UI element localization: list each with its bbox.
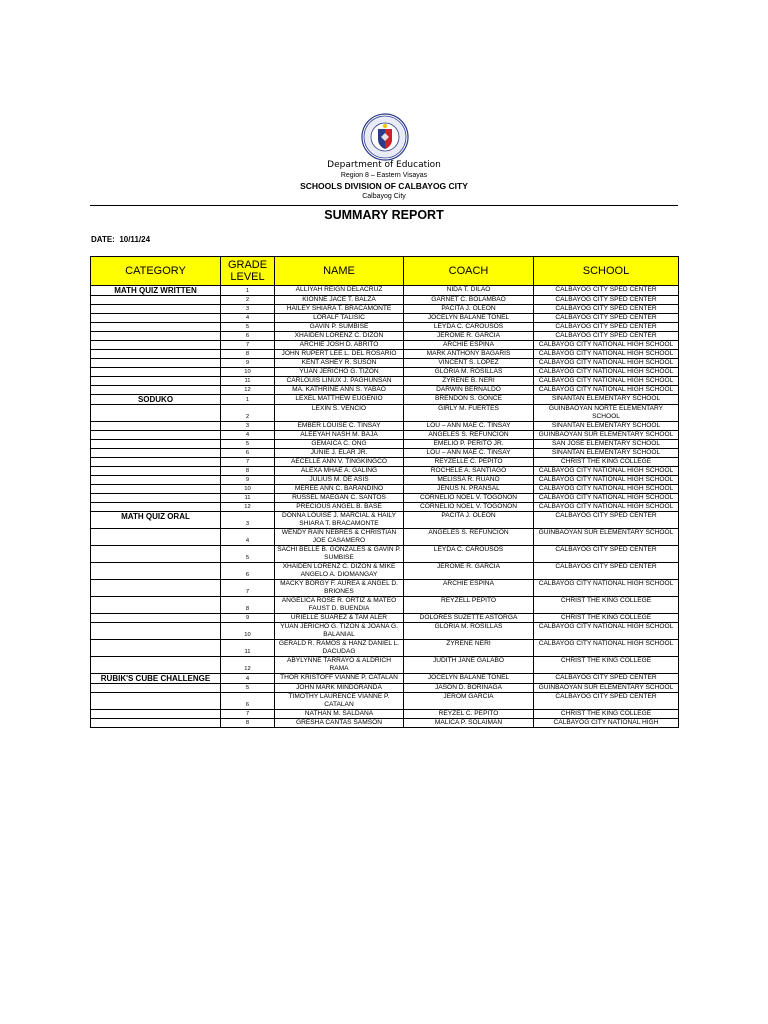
cell-category [91, 485, 221, 494]
table-row [91, 332, 679, 341]
cell-grade: 9 [221, 614, 275, 623]
cell-coach: REYZEL C. PEPITO [404, 710, 534, 719]
cell-coach: JEROM GARCIA [404, 693, 534, 710]
cell-category [91, 377, 221, 386]
table-row [91, 422, 679, 431]
cell-coach: GARNET C. BOLAMBAO [404, 296, 534, 305]
cell-grade: 2 [221, 405, 275, 422]
table-row [91, 597, 679, 614]
cell-name: JOHN RUPERT LEE L. DEL ROSARIO [275, 350, 404, 359]
cell-school: CALBAYOG CITY NATIONAL HIGH SCHOOL [534, 476, 679, 485]
table-row [91, 341, 679, 350]
cell-name: MEREE ANN C. BARANDINO [275, 485, 404, 494]
cell-category [91, 684, 221, 693]
cell-school: CALBAYOG CITY NATIONAL HIGH SCHOOL [534, 341, 679, 350]
cell-coach: DARWIN BERNALDO [404, 386, 534, 395]
header-name: NAME [275, 257, 404, 286]
cell-name: WENDY RAIN NEBRES & CHRISTIAN JOE CASAMERO [275, 529, 404, 546]
table-row [91, 377, 679, 386]
cell-grade: 8 [221, 350, 275, 359]
cell-name: MACKY BORGY F. AUREA & ANGEL D. BRIONES [275, 580, 404, 597]
cell-category [91, 719, 221, 728]
cell-name: MA. KATHRINE ANN S. YABAO [275, 386, 404, 395]
table-row [91, 494, 679, 503]
cell-school: GUINBAOYAN NORTE ELEMENTARY SCHOOL [534, 405, 679, 422]
date-value: 10/11/24 [119, 235, 151, 244]
cell-coach: LEYDA C. CAROUSOS [404, 546, 534, 563]
cell-school: CALBAYOG CITY NATIONAL HIGH SCHOOL [534, 494, 679, 503]
header-school: SCHOOL [534, 257, 679, 286]
cell-name: ARCHIE JOSH D. ABRITO [275, 341, 404, 350]
cell-category [91, 710, 221, 719]
cell-coach: JUDITH JANE GALABO [404, 657, 534, 674]
cell-name: NATHAN M. SALDANA [275, 710, 404, 719]
header-grade-level: GRADE LEVEL [221, 257, 275, 286]
cell-name: PRECIOUS ANGEL B. BASE [275, 503, 404, 512]
cell-school: CALBAYOG CITY NATIONAL HIGH SCHOOL [534, 623, 679, 640]
cell-school: CALBAYOG CITY NATIONAL HIGH SCHOOL [534, 640, 679, 657]
cell-name: SACHI BELLE B. GONZALES & GAVIN P. SUMBISE [275, 546, 404, 563]
cell-category [91, 332, 221, 341]
table-row [91, 710, 679, 719]
table-row [91, 684, 679, 693]
cell-grade: 5 [221, 684, 275, 693]
cell-school: GUINBAOYAN SUR ELEMENTARY SCHOOL [534, 529, 679, 546]
deped-seal-logo [361, 113, 409, 161]
table-row [91, 693, 679, 710]
cell-name: JUNIE J. ELAR JR. [275, 449, 404, 458]
cell-name: GEMAICA C. ONG [275, 440, 404, 449]
cell-name: HAILEY SHIARA T. BRACAMONTE [275, 305, 404, 314]
cell-coach: JENUS N. PRANSAL [404, 485, 534, 494]
cell-grade: 8 [221, 719, 275, 728]
city-name: Calbayog City [362, 193, 406, 200]
cell-name: JULIUS M. DE ASIS [275, 476, 404, 485]
cell-coach: JASON D. BORINAGA [404, 684, 534, 693]
cell-category [91, 467, 221, 476]
table-row [91, 503, 679, 512]
cell-category [91, 580, 221, 597]
cell-school: CALBAYOG CITY NATIONAL HIGH SCHOOL [534, 467, 679, 476]
table-row [91, 405, 679, 422]
cell-school: CHRIST THE KING COLLEGE [534, 614, 679, 623]
cell-category [91, 563, 221, 580]
cell-category [91, 323, 221, 332]
cell-category [91, 368, 221, 377]
report-title: SUMMARY REPORT [324, 208, 444, 222]
cell-school: CHRIST THE KING COLLEGE [534, 710, 679, 719]
cell-category: MATH QUIZ WRITTEN [91, 286, 221, 296]
cell-grade: 6 [221, 563, 275, 580]
cell-coach: ROCHELE A. SANTIAGO [404, 467, 534, 476]
cell-name: GRESHA CANTAS SAMSON [275, 719, 404, 728]
table-row [91, 623, 679, 640]
cell-category [91, 597, 221, 614]
department-name: Department of Education [327, 160, 441, 170]
cell-name: KENT ASHEY R. SUSON [275, 359, 404, 368]
date-label: DATE: [91, 235, 115, 244]
cell-school: CALBAYOG CITY NATIONAL HIGH SCHOOL [534, 350, 679, 359]
cell-school: CALBAYOG CITY NATIONAL HIGH [534, 719, 679, 728]
cell-name: KIONNE JACE T. BALZA [275, 296, 404, 305]
cell-grade: 7 [221, 458, 275, 467]
cell-school: CALBAYOG CITY NATIONAL HIGH SCHOOL [534, 386, 679, 395]
cell-coach: MALICA P. SOLAIMAN [404, 719, 534, 728]
cell-category [91, 440, 221, 449]
cell-grade: 6 [221, 332, 275, 341]
cell-grade: 5 [221, 440, 275, 449]
cell-grade: 4 [221, 529, 275, 546]
cell-school: CALBAYOG CITY NATIONAL HIGH SCHOOL [534, 359, 679, 368]
cell-name: LORALF TALISIC [275, 314, 404, 323]
table-row [91, 458, 679, 467]
cell-category [91, 494, 221, 503]
cell-school: CALBAYOG CITY SPED CENTER [534, 546, 679, 563]
cell-category [91, 296, 221, 305]
table-row [91, 580, 679, 597]
cell-school: CALBAYOG CITY NATIONAL HIGH SCHOOL [534, 580, 679, 597]
cell-category [91, 640, 221, 657]
table-row [91, 485, 679, 494]
cell-name: ALLIYAH REIGN DELACRUZ [275, 286, 404, 296]
table-row [91, 286, 679, 296]
cell-name: XHAIDEN LORENZ C. DIZON [275, 332, 404, 341]
cell-name: THOR KRISTOFF VIANNE P. CATALAN [275, 674, 404, 684]
cell-grade: 4 [221, 674, 275, 684]
table-row [91, 614, 679, 623]
cell-grade: 1 [221, 286, 275, 296]
table-row [91, 449, 679, 458]
cell-grade: 10 [221, 485, 275, 494]
cell-name: LEXEL MATTHEW EUGENIO [275, 395, 404, 405]
cell-grade: 4 [221, 431, 275, 440]
cell-coach: JOCELYN BALANE TONEL [404, 314, 534, 323]
header-category: CATEGORY [91, 257, 221, 286]
cell-category [91, 623, 221, 640]
cell-name: CARLOUIS LINUX J. PAGHUNSAN [275, 377, 404, 386]
cell-coach: ZYRENE B. NERI [404, 377, 534, 386]
cell-category [91, 359, 221, 368]
cell-coach: ARCHIE ESPIÑA [404, 341, 534, 350]
cell-name: URIELLE SUAREZ & TAM ALER [275, 614, 404, 623]
cell-school: GUINBAOYAN SUR ELEMENTARY SCHOOL [534, 684, 679, 693]
cell-grade: 7 [221, 341, 275, 350]
cell-school: SINANTAN ELEMENTARY SCHOOL [534, 449, 679, 458]
cell-school: SINANTAN ELEMENTARY SCHOOL [534, 395, 679, 405]
cell-grade: 12 [221, 657, 275, 674]
table-row [91, 440, 679, 449]
cell-category [91, 341, 221, 350]
cell-coach: PACITA J. OLEON [404, 512, 534, 529]
cell-grade: 8 [221, 467, 275, 476]
cell-school: CHRIST THE KING COLLEGE [534, 458, 679, 467]
cell-category: MATH QUIZ ORAL [91, 512, 221, 529]
table-row [91, 386, 679, 395]
cell-grade: 11 [221, 494, 275, 503]
table-header-row [91, 257, 679, 286]
cell-coach: GLORIA M. ROSILLAS [404, 368, 534, 377]
cell-category: RUBIK'S CUBE CHALLENGE [91, 674, 221, 684]
cell-name: YUAN JERICHO G. TIZON [275, 368, 404, 377]
cell-grade: 2 [221, 296, 275, 305]
cell-coach: DOLORES SUZETTE ASTORGA [404, 614, 534, 623]
cell-grade: 6 [221, 693, 275, 710]
cell-grade: 5 [221, 546, 275, 563]
cell-coach: VINCENT S. LOPEZ [404, 359, 534, 368]
cell-name: GERALD R. RAMOS & HANZ DANIEL L. DACUDAG [275, 640, 404, 657]
table-row [91, 467, 679, 476]
report-date [91, 235, 150, 244]
cell-category [91, 529, 221, 546]
cell-school: CHRIST THE KING COLLEGE [534, 597, 679, 614]
table-row [91, 529, 679, 546]
cell-name: JOHN MARK MINDORANDA [275, 684, 404, 693]
table-row [91, 395, 679, 405]
cell-name: ANGELICA ROSE R. ORTIZ & MATEO FAUST D. BUENDIA [275, 597, 404, 614]
cell-grade: 12 [221, 503, 275, 512]
cell-category: SODUKO [91, 395, 221, 405]
cell-coach: ANGELES S. REFUNCION [404, 529, 534, 546]
cell-category [91, 431, 221, 440]
table-row [91, 674, 679, 684]
cell-name: TIMOTHY LAURENCE VIANNE P. CATALAN [275, 693, 404, 710]
table-row [91, 719, 679, 728]
cell-coach: JOCELYN BALANE TONEL [404, 674, 534, 684]
cell-school: CALBAYOG CITY SPED CENTER [534, 314, 679, 323]
cell-grade: 8 [221, 597, 275, 614]
cell-grade: 3 [221, 422, 275, 431]
table-row [91, 546, 679, 563]
cell-category [91, 405, 221, 422]
cell-school: CALBAYOG CITY SPED CENTER [534, 512, 679, 529]
cell-coach: ZYRENE NERI [404, 640, 534, 657]
cell-coach: GLORIA M. ROSILLAS [404, 623, 534, 640]
cell-school: CALBAYOG CITY SPED CENTER [534, 296, 679, 305]
cell-category [91, 305, 221, 314]
cell-coach: MELISSA R. RUANO [404, 476, 534, 485]
cell-grade: 10 [221, 623, 275, 640]
table-row [91, 640, 679, 657]
cell-school: CALBAYOG CITY NATIONAL HIGH SCHOOL [534, 503, 679, 512]
region-name: Region 8 – Eastern Visayas [340, 172, 428, 179]
cell-coach: NIDA T. DILAO [404, 286, 534, 296]
cell-coach: BRENDON S. GONCE [404, 395, 534, 405]
cell-coach: LOU – ANN MAE C. TINSAY [404, 449, 534, 458]
table-row [91, 657, 679, 674]
cell-category [91, 546, 221, 563]
cell-grade: 7 [221, 580, 275, 597]
table-row [91, 563, 679, 580]
cell-grade: 7 [221, 710, 275, 719]
cell-coach: LEYDA C. CAROUSOS [404, 323, 534, 332]
table-row [91, 476, 679, 485]
cell-category [91, 386, 221, 395]
cell-grade: 11 [221, 377, 275, 386]
table-row [91, 368, 679, 377]
table-row [91, 323, 679, 332]
cell-name: ALEXA MHAE A. GALING [275, 467, 404, 476]
cell-coach: JEROME R. GARCIA [404, 563, 534, 580]
cell-coach: PACITA J. OLEON [404, 305, 534, 314]
cell-grade: 9 [221, 359, 275, 368]
cell-grade: 4 [221, 314, 275, 323]
table-row [91, 512, 679, 529]
cell-coach: REYZELL PEPITO [404, 597, 534, 614]
cell-category [91, 476, 221, 485]
cell-coach: CORNELIO NOEL V. TOGONON [404, 494, 534, 503]
cell-school: CHRIST THE KING COLLEGE [534, 657, 679, 674]
division-name: SCHOOLS DIVISION OF CALBAYOG CITY [300, 181, 468, 191]
cell-coach: EMELIO P. PERITO JR. [404, 440, 534, 449]
cell-category [91, 422, 221, 431]
cell-name: DONNA LOUISE J. MARCIAL & HAILY SHIARA T. BRACAMONTE [275, 512, 404, 529]
cell-grade: 3 [221, 305, 275, 314]
summary-table [90, 256, 679, 728]
cell-coach: REYZELLE C. PEPITO [404, 458, 534, 467]
cell-coach: MARK ANTHONY BAGARIS [404, 350, 534, 359]
cell-school: CALBAYOG CITY SPED CENTER [534, 305, 679, 314]
cell-name: ALEEYAH NASH M. BAJA [275, 431, 404, 440]
cell-category [91, 314, 221, 323]
cell-name: AECELLE ANN V. TINGKINGCO [275, 458, 404, 467]
header-divider [90, 205, 678, 206]
cell-grade: 3 [221, 512, 275, 529]
cell-school: CALBAYOG CITY SPED CENTER [534, 286, 679, 296]
cell-school: CALBAYOG CITY NATIONAL HIGH SCHOOL [534, 377, 679, 386]
table-row [91, 350, 679, 359]
cell-school: CALBAYOG CITY SPED CENTER [534, 693, 679, 710]
cell-school: CALBAYOG CITY SPED CENTER [534, 674, 679, 684]
cell-coach: JEROME R. GARCIA [404, 332, 534, 341]
cell-grade: 5 [221, 323, 275, 332]
cell-grade: 12 [221, 386, 275, 395]
table-row [91, 296, 679, 305]
cell-school: CALBAYOG CITY NATIONAL HIGH SCHOOL [534, 485, 679, 494]
cell-category [91, 449, 221, 458]
header-coach: COACH [404, 257, 534, 286]
cell-school: CALBAYOG CITY NATIONAL HIGH SCHOOL [534, 368, 679, 377]
cell-category [91, 503, 221, 512]
cell-name: LEXIN S. VENCIO [275, 405, 404, 422]
cell-category [91, 350, 221, 359]
cell-name: XHAIDEN LORENZ C. DIZON & MIKE ANGELO A. DIOMANGAY [275, 563, 404, 580]
cell-school: CALBAYOG CITY SPED CENTER [534, 332, 679, 341]
cell-name: RUSSEL MAEGAN C. SANTOS [275, 494, 404, 503]
cell-coach: LOU – ANN MAE C. TINSAY [404, 422, 534, 431]
table-row [91, 359, 679, 368]
cell-coach: ANGELES S. REFUNCION [404, 431, 534, 440]
cell-category [91, 657, 221, 674]
table-row [91, 431, 679, 440]
cell-coach: CORNELIO NOEL V. TOGONON [404, 503, 534, 512]
cell-category [91, 614, 221, 623]
cell-school: CALBAYOG CITY SPED CENTER [534, 563, 679, 580]
cell-school: SINANTAN ELEMENTARY SCHOOL [534, 422, 679, 431]
cell-school: CALBAYOG CITY SPED CENTER [534, 323, 679, 332]
cell-grade: 10 [221, 368, 275, 377]
cell-grade: 11 [221, 640, 275, 657]
cell-grade: 9 [221, 476, 275, 485]
cell-name: GAVIN P. SUMBISE [275, 323, 404, 332]
table-row [91, 314, 679, 323]
cell-category [91, 693, 221, 710]
cell-name: YUAN JERICHO G. TIZON & JOANA G. BALANIAL [275, 623, 404, 640]
cell-school: SAN JOSE ELEMENTARY SCHOOL [534, 440, 679, 449]
cell-coach: GIRLY M. FUERTES [404, 405, 534, 422]
cell-grade: 6 [221, 449, 275, 458]
cell-coach: ARCHIE ESPIÑA [404, 580, 534, 597]
cell-name: ABYLYNNE TARRAYO & ALDRICH RAMA [275, 657, 404, 674]
table-row [91, 305, 679, 314]
cell-grade: 1 [221, 395, 275, 405]
cell-name: EMBER LOUISE C. TINSAY [275, 422, 404, 431]
cell-school: GUINBAOYAN SUR ELEMENTARY SCHOOL [534, 431, 679, 440]
cell-category [91, 458, 221, 467]
